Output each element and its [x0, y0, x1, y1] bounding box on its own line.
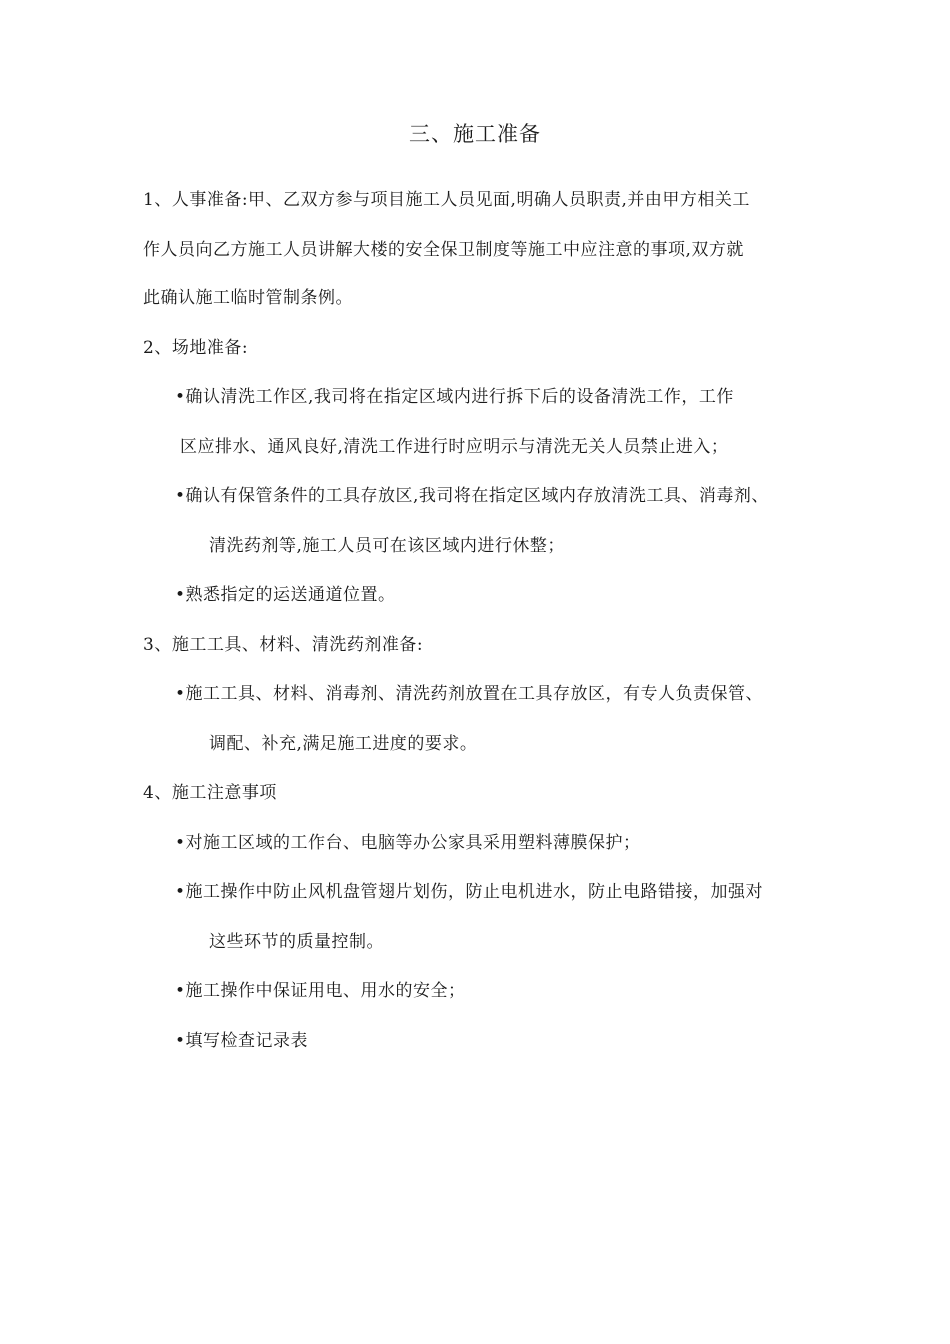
section-1-line-3: 此确认施工临时管制条例。 — [143, 288, 353, 308]
bullet-passage: •熟悉指定的运送通道位置。 — [175, 585, 396, 605]
bullet-tools-line-1: •施工工具、材料、消毒剂、清洗药剂放置在工具存放区，有专人负责保管、 — [175, 684, 764, 704]
section-1-line-1: 1、人事准备:甲、乙双方参与项目施工人员见面,明确人员职责,并由甲方相关工 — [143, 190, 750, 210]
bullet-safety: •施工操作中保证用电、用水的安全； — [175, 981, 466, 1001]
section-1-line-2: 作人员向乙方施工人员讲解大楼的安全保卫制度等施工中应注意的事项,双方就 — [143, 240, 744, 260]
bullet-workarea-line-2: 区应排水、通风良好,清洗工作进行时应明示与清洗无关人员禁止进入； — [180, 437, 729, 457]
section-2-heading: 2、场地准备: — [143, 338, 249, 358]
bullet-tools-line-2: 调配、补充,满足施工进度的要求。 — [209, 734, 478, 754]
page-title: 三、施工准备 — [409, 122, 541, 146]
section-3-heading: 3、施工工具、材料、清洗药剂准备: — [143, 635, 424, 655]
bullet-protection: •对施工区域的工作台、电脑等办公家具采用塑料薄膜保护； — [175, 833, 641, 853]
bullet-quality-line-2: 这些环节的质量控制。 — [209, 932, 384, 952]
bullet-quality-line-1: •施工操作中防止风机盘管翅片划伤，防止电机进水，防止电路错接，加强对 — [175, 882, 764, 902]
bullet-storage-line-1: •确认有保管条件的工具存放区,我司将在指定区域内存放清洗工具、消毒剂、 — [175, 486, 769, 506]
bullet-storage-line-2: 清洗药剂等,施工人员可在该区域内进行休整； — [209, 536, 565, 556]
bullet-workarea-line-1: •确认清洗工作区,我司将在指定区域内进行拆下后的设备清洗工作，工作 — [175, 387, 734, 407]
bullet-records: •填写检查记录表 — [175, 1031, 309, 1051]
section-4-heading: 4、施工注意事项 — [143, 783, 277, 803]
